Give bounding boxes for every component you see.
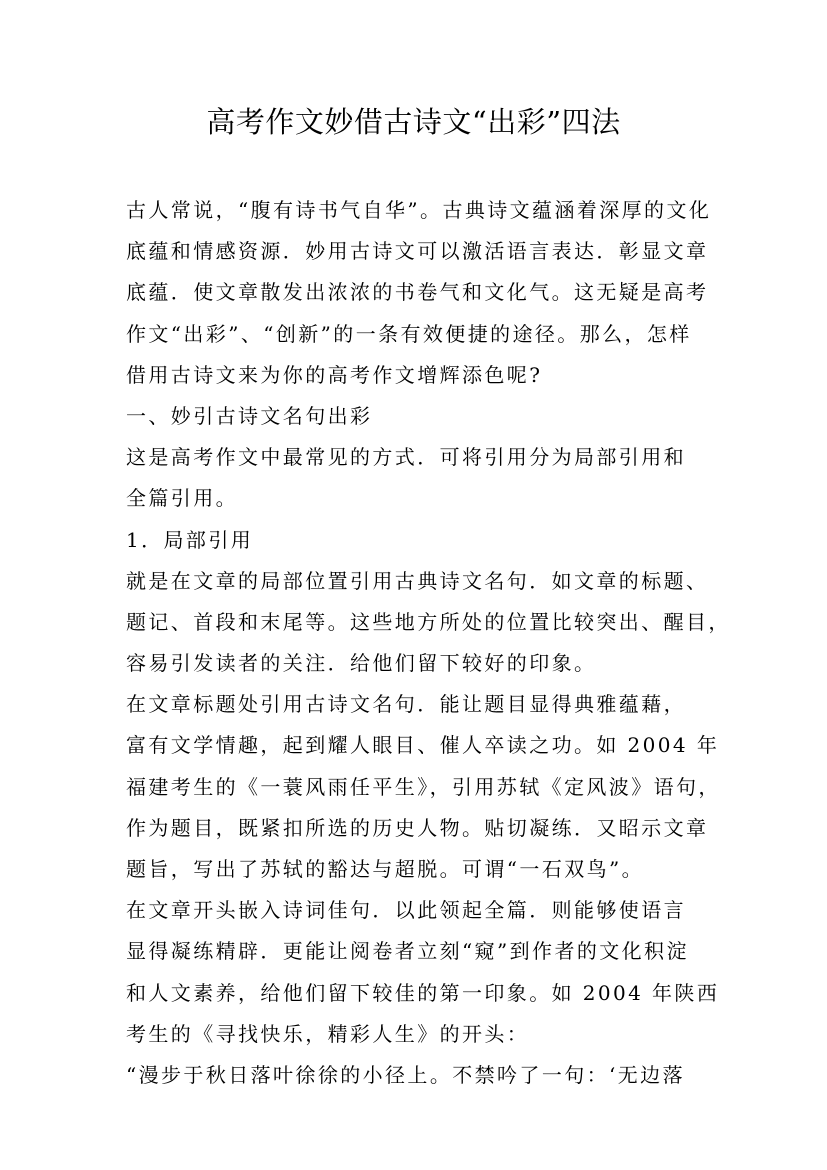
section-heading: 一、妙引古诗文名句出彩 bbox=[126, 403, 373, 428]
body-line: “漫步于秋日落叶徐徐的小径上。不禁吟了一句：‘无边落 bbox=[126, 1062, 685, 1087]
body-line: 在文章标题处引用古诗文名句．能让题目显得典雅蕴藉， bbox=[126, 692, 686, 717]
body-line: 借用古诗文来为你的高考作文增辉添色呢? bbox=[126, 362, 543, 387]
document-body bbox=[126, 190, 731, 1096]
body-line: 作文“出彩”、“创新”的一条有效便捷的途径。那么，怎样 bbox=[126, 321, 692, 346]
body-line: 古人常说，“腹有诗书气自华”。古典诗文蕴涵着深厚的文化 bbox=[126, 198, 712, 222]
body-line: 容易引发读者的关注．给他们留下较好的印象。 bbox=[126, 651, 597, 676]
body-line: 底蕴．使文章散发出浓浓的书卷气和文化气。这无疑是高考 bbox=[126, 280, 709, 305]
body-line: 题记、首段和末尾等。这些地方所处的位置比较突出、醒目， bbox=[126, 609, 731, 634]
body-line: 这是高考作文中最常见的方式．可将引用分为局部引用和 bbox=[126, 445, 686, 470]
body-line: 底蕴和情感资源．妙用古诗文可以激活语言表达．彰显文章 bbox=[126, 239, 709, 264]
body-line: 作为题目，既紧扣所选的历史人物。贴切凝练．又昭示文章 bbox=[126, 815, 709, 840]
subsection-heading: 1．局部引用 bbox=[126, 527, 254, 552]
body-line: 显得凝练精辟．更能让阅卷者立刻“窥”到作者的文化积淀 bbox=[126, 939, 689, 964]
body-line: 考生的《寻找快乐，精彩人生》的开头： bbox=[126, 1021, 530, 1046]
body-line: 就是在文章的局部位置引用古典诗文名句．如文章的标题、 bbox=[126, 568, 709, 593]
body-line: 福建考生的《一蓑风雨任平生》，引用苏轼《定风波》语句， bbox=[126, 774, 721, 799]
body-line: 题旨，写出了苏轼的豁达与超脱。可谓“一石双鸟”。 bbox=[126, 857, 645, 881]
body-line: 富有文学情趣，起到耀人眼目、催人卒读之功。如 2004 年 bbox=[126, 733, 720, 758]
document-title: 高考作文妙借古诗文“出彩”四法 bbox=[206, 105, 621, 139]
body-line: 和人文素养，给他们留下较佳的第一印象。如 2004 年陕西 bbox=[126, 980, 720, 1005]
body-line: 全篇引用。 bbox=[126, 486, 238, 511]
body-line: 在文章开头嵌入诗词佳句．以此领起全篇．则能够使语言 bbox=[126, 898, 686, 923]
